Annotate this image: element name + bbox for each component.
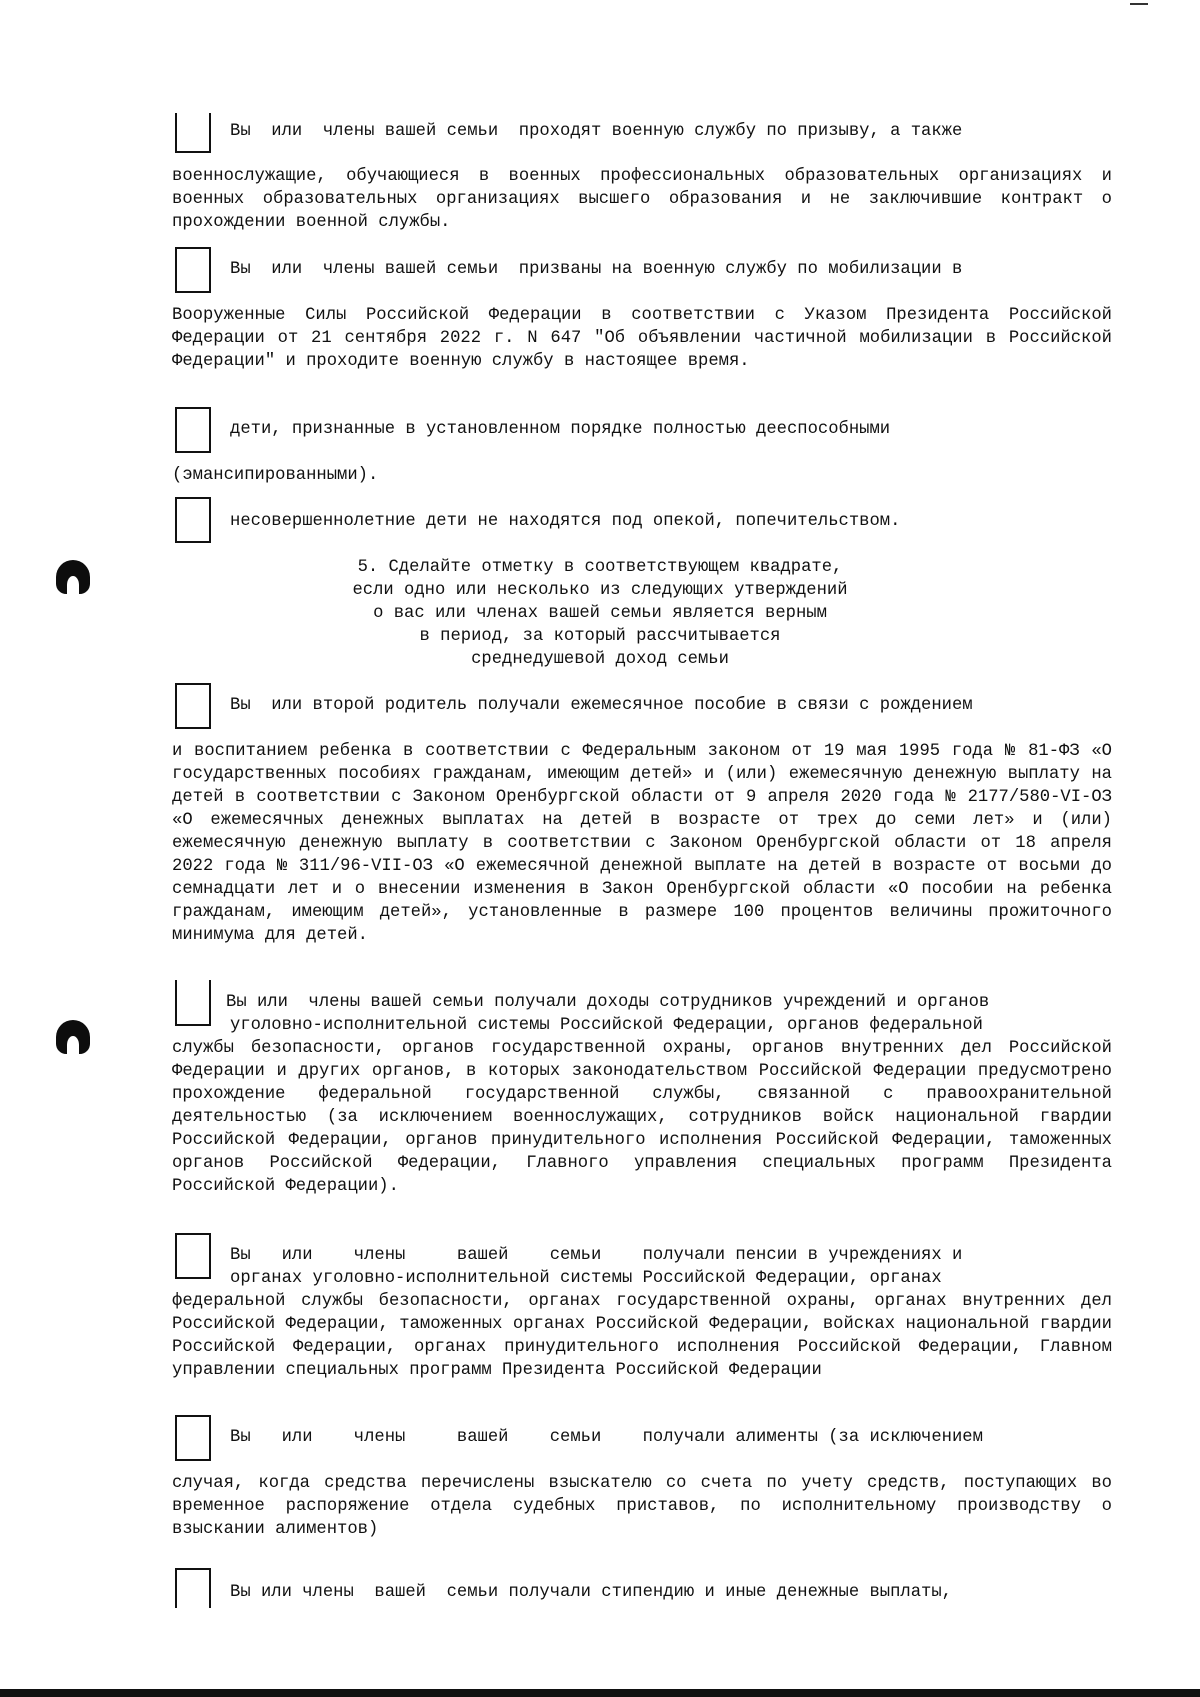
- checkbox-scholarship[interactable]: [175, 1568, 211, 1608]
- checkbox-alimony[interactable]: [175, 1415, 211, 1461]
- item-text: Вооруженные Силы Российской Федерации в соответствии с Указом Президента Российской Федерации от 21 сентября 2022 г. N 647 "Об объявлении частичной мобилизации в Российской Федерации" и проходите военную службу в настоящее время.: [172, 306, 1112, 371]
- checkbox-child-benefit[interactable]: [175, 683, 211, 729]
- item-first-line: Вы или члены вашей семьи получали алименты (за исключением: [230, 1428, 983, 1447]
- item-text: федеральной службы безопасности, органах государственной охраны, органах внутренних дел Российской Федерации, таможенных органах Российской Федерации, войсках национальной гвардии Российской Федерации, органах принудительного исполнения Российской Федерации, Главном управлении специальных программ Президента Российской Федерации: [172, 1292, 1112, 1380]
- punch-hole: [56, 560, 90, 594]
- heading-line: о вас или членах вашей семьи является верным: [373, 604, 827, 623]
- heading-line: среднедушевой доход семьи: [471, 650, 729, 669]
- item-first-line: несовершеннолетние дети не находятся под опекой, попечительством.: [230, 512, 901, 531]
- checkbox-law-enforcement-income[interactable]: [175, 980, 211, 1026]
- item-text: службы безопасности, органов государственной охраны, органов внутренних дел Российской Федерации и других органов, в которых законодательством Российской Федерации предусмотрено прохождение федеральной государственной службы, связанной с правоохранительной деятельностью (за исключением военнослужащих, сотрудников войск национальной гвардии Российской Федерации, органов принудительного исполнения Российской Федерации, таможенных органов Российской Федерации, Главного управления специальных программ Президента Российской Федерации).: [172, 1039, 1112, 1196]
- heading-line: 5. Сделайте отметку в соответствующем квадрате,: [357, 558, 843, 577]
- checkbox-emancipated-children[interactable]: [175, 407, 211, 453]
- item-first-line: Вы или члены вашей семьи получали доходы сотрудников учреждений и органов: [226, 993, 990, 1012]
- heading-line: если одно или несколько из следующих утверждений: [352, 581, 848, 600]
- item-text: (эмансипированными).: [172, 466, 379, 485]
- item-first-line: Вы или второй родитель получали ежемесячное пособие в связи с рождением: [230, 696, 973, 715]
- checkbox-military-conscription[interactable]: [175, 113, 211, 153]
- item-first-line: дети, признанные в установленном порядке полностью дееспособными: [230, 420, 891, 439]
- item-second-line: органах уголовно-исполнительной системы Российской Федерации, органах: [230, 1269, 942, 1288]
- item-first-line: Вы или члены вашей семьи проходят военную службу по призыву, а также: [230, 122, 963, 141]
- section-5-heading: [270, 556, 930, 671]
- item-first-line: Вы или члены вашей семьи получали стипендию и иные денежные выплаты,: [230, 1583, 952, 1602]
- checkbox-no-guardianship[interactable]: [175, 497, 211, 543]
- item-first-line: Вы или члены вашей семьи получали пенсии в учреждениях и: [230, 1246, 963, 1265]
- item-second-line: уголовно-исполнительной системы Российской Федерации, органов федеральной: [230, 1016, 983, 1035]
- page-bottom-edge: [0, 1689, 1200, 1697]
- item-text: и воспитанием ребенка в соответствии с Федеральным законом от 19 мая 1995 года № 81-ФЗ «О государственных пособиях гражданам, имеющим детей» и (или) ежемесячную денежную выплату на детей в соответствии с Законом Оренбургской области от 9 апреля 2020 года № 2177/580-VI-ОЗ «О ежемесячных денежных выплатах на детей в возрасте от трех до семи лет» и (или) ежемесячную денежную выплату в соответствии с Законом Оренбургской области от 18 апреля 2022 года № 311/96-VII-ОЗ «О ежемесячной денежной выплате на детей в возрасте от восьми до семнадцати лет и о внесении изменения в Закон Оренбургской области «О пособии на ребенка гражданам, имеющим детей», установленные в размере 100 процентов величины прожиточного минимума для детей.: [172, 742, 1112, 945]
- item-first-line: Вы или члены вашей семьи призваны на военную службу по мобилизации в: [230, 260, 963, 279]
- scan-mark: [1130, 3, 1148, 5]
- punch-hole: [56, 1020, 90, 1054]
- heading-line: в период, за который рассчитывается: [419, 627, 781, 646]
- checkbox-mobilization[interactable]: [175, 247, 211, 293]
- item-text: военнослужащие, обучающиеся в военных профессиональных образовательных организациях и военных образовательных организациях высшего образования и не заключившие контракт о прохождении военной службы.: [172, 167, 1112, 232]
- item-text: случая, когда средства перечислены взыскателю со счета по учету средств, поступающих во временное распоряжение отдела судебных приставов, по исполнительному производству о взыскании алиментов): [172, 1474, 1112, 1539]
- checkbox-pensions[interactable]: [175, 1233, 211, 1279]
